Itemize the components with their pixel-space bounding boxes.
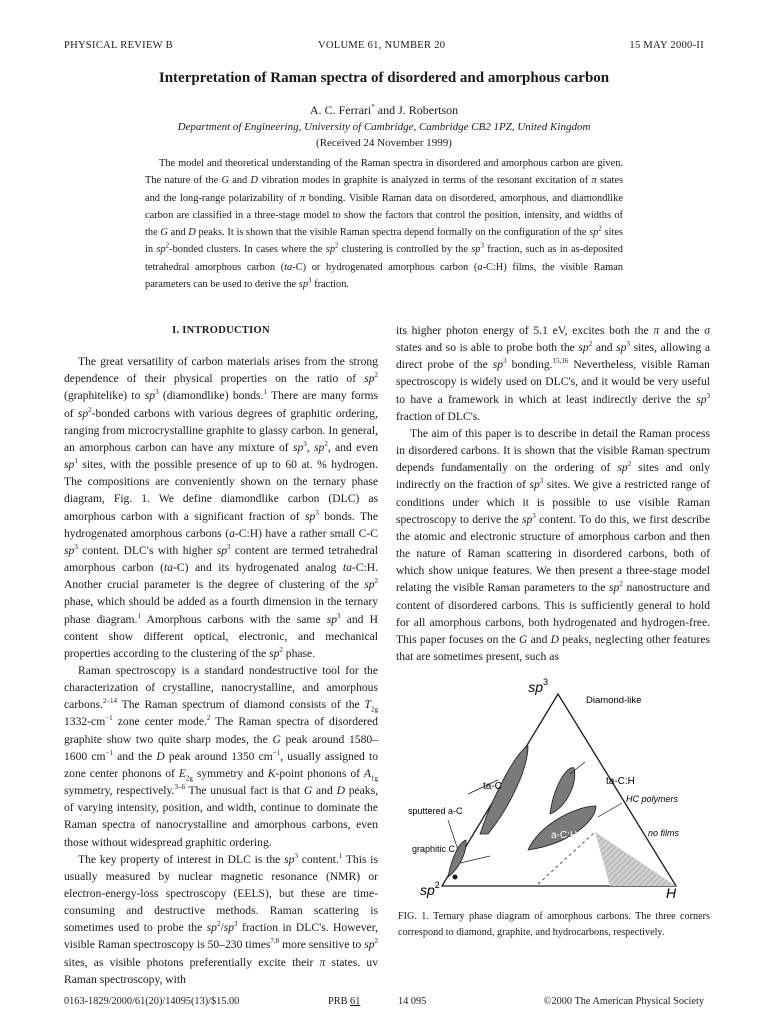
a-ch-region xyxy=(528,806,596,850)
section-heading: I. INTRODUCTION xyxy=(172,325,270,336)
diamond-like-label: Diamond-like xyxy=(586,695,642,706)
footer-prb: PRB 61 xyxy=(328,996,361,1007)
figure-caption: FIG. 1. Ternary phase diagram of amorphous carbons. The three corners correspond to diamond, graphite, and hydrocarbons, respectively. xyxy=(398,911,710,938)
received-date: (Received 24 November 1999) xyxy=(316,137,452,149)
authors: A. C. Ferrari* and J. Robertson xyxy=(309,103,459,117)
intro-paragraph-1: The great versatility of carbon materials arises from the strong dependence of their physical properties on the ratio of $sp^2$ (graphitelike) to $sp^3$ (diamondlike) bonds.$^1$ There are many forms of $sp^2$-bonded carbons with various degrees of graphitic ordering, ranging from microcrystalline graphite to glassy carbon. In general, an amorphous carbon can have any mixture of $sp^3$, $sp^2$, and even $sp^1$ sites, with the possible presence of up to 60 at. % hydrogen. The compositions are conveniently shown on the ternary phase diagram, Fig. 1. We define diamondlike carbon (DLC) as amorphous carbon with a significant fraction of $sp^3$ bonds. The hydrogenated amorphous carbons (a-C:H) have a rather small C-C $sp^3$ content. DLC's with higher $sp^3$ content are termed tetrahedral amorphous carbon (ta-C) and its hydrogenated analog ta-C:H. Another crucial parameter is the degree of clustering of the $sp^2$ phase, which should be added as a fourth dimension in the ternary phase diagram.$^1$ Amorphous carbons with the same $sp^3$ and H content show different optical, electronic, and mechanical properties according to the clustering of the $sp^2$ phase. xyxy=(64,355,378,660)
hc-polymers-label: HC polymers xyxy=(626,794,679,804)
h-corner-label: H xyxy=(666,885,677,901)
issue-date: 15 MAY 2000-II xyxy=(629,40,704,51)
page-number: 14 095 xyxy=(398,996,427,1007)
affiliation: Department of Engineering, University of Cambridge, Cambridge CB2 1PZ, United Kingdom xyxy=(177,121,591,133)
sputtered-ac-label: sputtered a-C xyxy=(408,806,463,816)
no-films-hatch xyxy=(595,832,676,886)
author-ferrari: A. C. Ferrari xyxy=(309,103,372,117)
right-column xyxy=(396,322,710,665)
volume-number: VOLUME 61, NUMBER 20 xyxy=(318,40,446,51)
author-robertson: J. Robertson xyxy=(398,103,459,117)
footer-code: 0163-1829/2000/61(20)/14095(13)/$15.00 xyxy=(64,996,240,1007)
copyright: ©2000 The American Physical Society xyxy=(543,996,704,1007)
ta-c-label: ta-C xyxy=(483,781,502,792)
intro-paragraph-3: The key property of interest in DLC is the $sp^3$ content.$^1$ This is usually measured by nuclear magnetic resonance (NMR) or electron-energy-loss spectroscopy (EELS), but these are time-consuming and destructive methods. Raman scattering is sometimes used to probe the $sp^2/sp^3$ fraction in DLC's. However, visible Raman spectroscopy is 50–230 times$^{7,8}$ more sensitive to $sp^2$ sites, as visible photons preferentially excite their π states. uv Raman spectroscopy, with xyxy=(64,851,379,986)
ta-ch-label: ta-C:H xyxy=(606,776,635,787)
left-column xyxy=(64,322,378,988)
a-ch-label: a-C:H xyxy=(551,830,578,841)
graphitic-c-label: graphitic C xyxy=(412,844,456,854)
intro-paragraph-2: Raman spectroscopy is a standard nondestructive tool for the characterization of crystalline, nanocrystalline, and amorphous carbons.$^{2-14}$ The Raman spectrum of diamond consists of the $T_{2g}$ $1332-cm^{-1}$ zone center mode.$^2$ The Raman spectra of disordered graphite show two quite sharp modes, the G peak around 1580–1600 $cm^{-1}$ and the D peak around 1350 $cm^{-1}$, usually assigned to zone center phonons of $E_{2g}$ symmetry and K-point phonons of $A_{1g}$ symmetry, respectively.$^{3-6}$ The unusual fact is that G and D peaks, of varying intensity, position, and width, continue to dominate the Raman spectra of nanocrystalline and amorphous carbons, even those without widespread graphitic ordering. xyxy=(64,663,379,849)
journal-name: PHYSICAL REVIEW B xyxy=(64,40,173,51)
sp2-corner-label: $sp^2$ xyxy=(420,880,440,898)
ternary-phase-diagram xyxy=(400,672,716,904)
hc-pointer xyxy=(598,803,622,817)
ta-ch-region xyxy=(550,768,575,814)
abstract: The model and theoretical understanding of the Raman spectra in disordered and amorphous carbon are given. The nature of the G and D vibration modes in graphite is analyzed in terms of the resonant excitation of π states and the long-range polarizability of π bonding. Visible Raman data on disordered, amorphous, and diamondlike carbon are classified in a three-stage model to show the factors that control the position, intensity, and widths of the G and D peaks. It is shown that the visible Raman spectra depend formally on the configuration of the $sp^2$ sites in $sp^2$-bonded clusters. In cases where the $sp^2$ clustering is controlled by the $sp^3$ fraction, such as in as-deposited tetrahedral amorphous carbon (ta-C) or hydrogenated amorphous carbon (a-C:H) films, the visible Raman parameters can be used to derive the $sp^3$ fraction. xyxy=(145,158,624,291)
right-paragraph-2: The aim of this paper is to describe in detail the Raman process in disordered carbons. It is shown that the visible Raman spectrum depends fundamentally on the ordering of $sp^2$ sites and only indirectly on the fraction of $sp^3$ sites. We give a restricted range of conditions under which it is possible to use visible Raman spectroscopy to derive the $sp^3$ content. To do this, we first describe the atomic and electronic structure of amorphous carbon and then the nature of Raman scattering in disordered carbons, both of which show unique features. We then present a three-stage model relating the visible Raman parameters to the $sp^2$ nanostructure and content of disordered carbons. This is sufficiently general to hold for all amorphous carbons, both hydrogenated and hydrogen-free. This paper focuses on the G and D peaks, neglecting other features that are sometimes present, such as xyxy=(396,426,711,663)
sp3-corner-label: $sp^3$ xyxy=(528,677,548,695)
no-films-label: no films xyxy=(648,828,680,838)
graphitic-pointer xyxy=(460,856,490,863)
paper-title: Interpretation of Raman spectra of disordered and amorphous carbon xyxy=(158,70,610,86)
right-paragraph-1: its higher photon energy of 5.1 eV, excites both the π and the σ states and so is able to probe both the $sp^2$ and $sp^3$ sites, allowing a direct probe of the $sp^3$ bonding.$^{15,16}$ Nevertheless, visible Raman spectroscopy is widely used on DLC's, and it would be very useful to have a framework in which at least indirectly derive the $sp^3$ fraction of DLC's. xyxy=(396,324,710,423)
graphitic-c-point xyxy=(453,875,458,880)
